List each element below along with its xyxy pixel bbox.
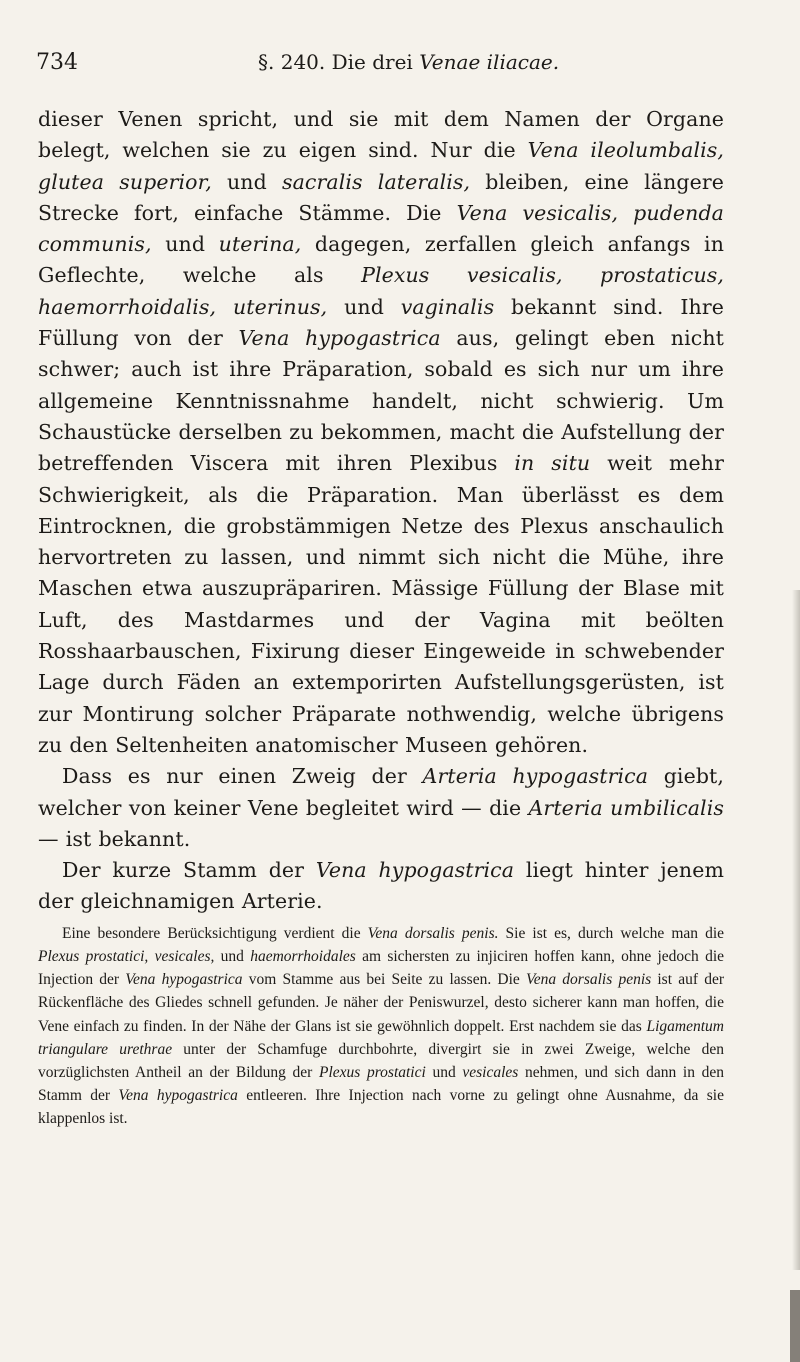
text-run: dagegen, zerfallen gleich anfangs in Geflechte, welche als	[38, 232, 725, 288]
paragraph	[38, 855, 724, 918]
text-run: Sie ist es, durch welche man die	[498, 924, 725, 942]
italic-term: vaginalis	[400, 294, 495, 319]
text-run: bleiben, eine längere Strecke fort, einfache Stämme. Die	[38, 169, 724, 225]
page-header	[36, 50, 726, 90]
italic-term: Vena hypogastrica	[125, 971, 243, 989]
italic-term: Arteria hypogastrica	[422, 764, 649, 789]
text-run: Eine besondere Berücksichtigung verdient die	[62, 924, 368, 942]
text-run: am sichersten zu injiciren hoffen kann, ohne jedoch die Injection der	[38, 947, 725, 989]
text-run: — ist bekannt.	[38, 826, 191, 851]
text-run: giebt, welcher von keiner Vene begleitet wird — die	[38, 764, 725, 820]
text-run: weit mehr Schwierigkeit, als die Präparation. Man überlässt es dem Eintrocknen, die grobstämmigen Netze des Plexus anschaulich hervortreten zu lassen, und nimmt sich nicht die Mühe, ihre Maschen etwa auszupräpariren. Mässige Füllung der Blase mit Luft, des Mastdarmes und der Vagina mit beölten Rosshaarbauschen, Fixirung dieser Eingeweide in schwebender Lage durch Fäden an extemporirten Aufstellungsgerüsten, ist zur Montirung solcher Präparate nothwendig, welche übrigens zu den Seltenheiten anatomischer Museen gehören.	[38, 451, 724, 757]
text-run: entleeren. Ihre Injection nach vorne zu gelingt ohne Ausnahme, da sie klappenlos ist.	[38, 1087, 724, 1128]
title-italic: Venae iliacae.	[419, 50, 560, 74]
italic-term: Vena hypogastrica	[238, 326, 441, 351]
section-number: §. 240.	[258, 50, 326, 74]
italic-term: Vena ileolumbalis, glutea superior,	[38, 138, 724, 194]
text-run: nehmen, und sich dann in den Stamm der	[38, 1063, 724, 1105]
text-run: und	[425, 1063, 463, 1081]
italic-term: uterina,	[218, 232, 302, 257]
italic-term: Vena dorsalis penis	[525, 971, 652, 989]
text-run: und	[151, 232, 219, 257]
italic-term: in situ	[514, 451, 591, 476]
text-run: dieser Venen spricht, und sie mit dem Namen der Organe belegt, welchen sie zu eigen sind. Nur die	[38, 107, 724, 163]
text-run: Der kurze Stamm der	[62, 858, 316, 883]
italic-term: Ligamentum triangulare urethrae	[38, 1017, 724, 1058]
paragraph	[38, 104, 724, 761]
italic-term: Vena vesicalis, pudenda communis,	[38, 200, 724, 257]
text-run: und	[211, 169, 282, 194]
text-run: Dass es nur einen Zweig der	[62, 764, 423, 789]
text-run: und	[327, 294, 401, 319]
italic-term: Plexus prostatici	[318, 1063, 426, 1081]
page-number: 734	[36, 50, 78, 75]
page-edge-mark	[790, 1290, 800, 1362]
italic-term: Vena dorsalis penis.	[367, 924, 499, 942]
text-run: aus, gelingt eben nicht schwer; auch ist ihre Präparation, sobald es sich nur um ihre allgemeine Kenntnissnahme handelt, nicht schwierig. Um Schaustücke derselben zu bekommen, macht die Aufstellung der betreffenden Viscera mit ihren Plexibus	[38, 326, 724, 476]
italic-term: Plexus prostatici, vesicales,	[38, 947, 215, 965]
text-run: und	[214, 947, 251, 965]
page-edge-shadow	[792, 590, 800, 1270]
running-title	[258, 50, 559, 74]
text-run: liegt hinter jenem der gleichnamigen Arterie.	[38, 858, 724, 914]
italic-term: haemorrhoidales	[250, 947, 356, 965]
footnote-text	[38, 922, 724, 1131]
title-plain: Die drei	[331, 50, 413, 74]
italic-term: Arteria umbilicalis	[528, 795, 724, 820]
text-run: unter der Schamfuge durchbohrte, divergirt sie in zwei Zweige, welche den vorzüglichsten Antheil an der Bildung der	[38, 1040, 724, 1081]
italic-term: Plexus vesicalis, prostaticus, haemorrhoidalis, uterinus,	[38, 263, 725, 319]
text-run: ist auf der Rückenfläche des Gliedes schnell gefunden. Je näher der Peniswurzel, desto sicherer kann man hoffen, die Vene einfach zu finden. In der Nähe der Glans ist sie gewöhnlich doppelt. Erst nachdem sie das	[38, 971, 724, 1035]
page-body	[38, 104, 724, 1131]
text-run: bekannt sind. Ihre Füllung von der	[38, 294, 724, 351]
italic-term: vesicales	[462, 1063, 519, 1081]
text-run: vom Stamme aus bei Seite zu lassen. Die	[242, 971, 526, 989]
italic-term: sacralis lateralis,	[281, 169, 471, 194]
italic-term: Vena hypogastrica	[118, 1087, 238, 1105]
italic-term: Vena hypogastrica	[315, 858, 515, 883]
paragraph	[38, 761, 724, 855]
main-text	[38, 104, 724, 918]
